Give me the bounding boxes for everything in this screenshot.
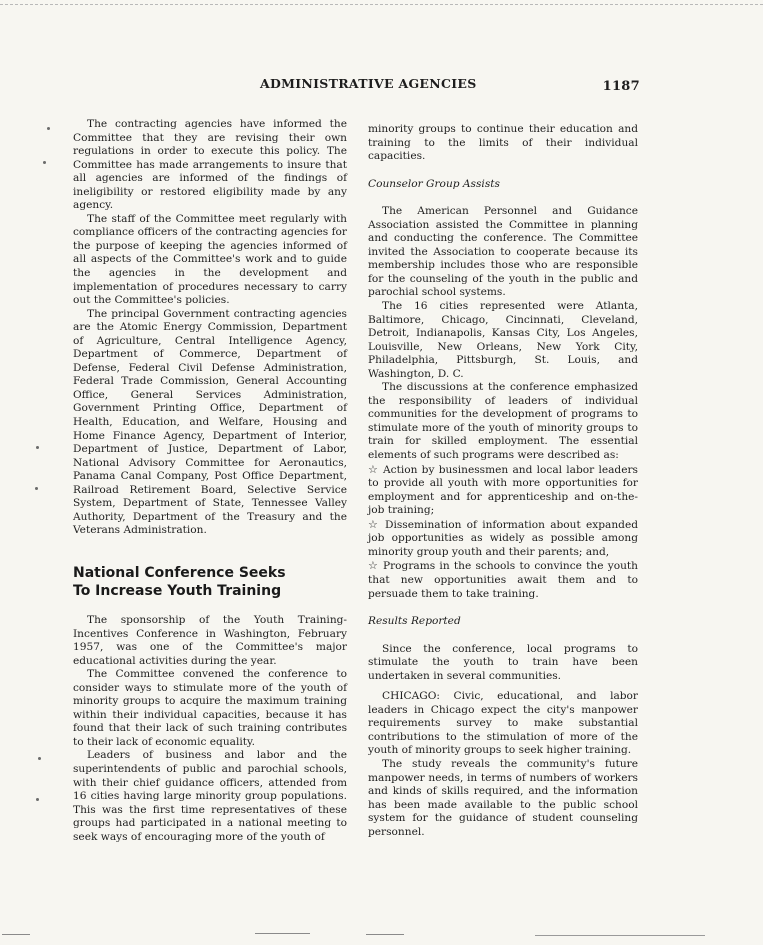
running-head-title: ADMINISTRATIVE AGENCIES: [260, 76, 477, 91]
section-heading-line2: To Increase Youth Training: [73, 582, 282, 599]
star-icon: ☆: [368, 517, 380, 531]
paragraph: The study reveals the community's future manpower needs, in terms of numbers of workers and kinds of skills required, and the information has been made available to the public school system for the guidance of student counseling personnel.: [368, 757, 638, 838]
footer-rule: [535, 935, 705, 936]
margin-speck: [38, 757, 41, 760]
star-icon: ☆: [368, 462, 379, 476]
subheading-counselor: Counselor Group Assists: [368, 177, 500, 190]
footer-rule: [2, 934, 30, 935]
paragraph: Since the conference, local programs to stimulate the youth to train have been undertaken in several communities.: [368, 642, 638, 682]
page-number: 1187: [602, 79, 640, 94]
subheading-results: Results Reported: [368, 615, 461, 628]
paragraph: The discussions at the conference emphasized the responsibility of leaders of individual communities for the development of programs to stimulate more of the youth of minority groups to train for skilled employment. The essential elements of such programs were described as:: [368, 381, 638, 462]
margin-speck: [43, 161, 46, 164]
footer-rule: [255, 933, 310, 934]
paragraph: The staff of the Committee meet regularly with compliance officers of the contracting agencies for the purpose of keeping the agencies informed of all aspects of the Committee's work and to guide the agencies in the development and implementation of procedures necessary to carry out the Committee's policies.: [73, 212, 347, 307]
paragraph: The Committee convened the conference to consider ways to stimulate more of the youth of minority groups to acquire the maximum training within their individual capacities, because it has found that their lack of such training contributes to their lack of economic equality.: [73, 668, 347, 748]
margin-speck: [36, 446, 39, 449]
paragraph: CHICAGO: Civic, educational, and labor leaders in Chicago expect the city's manpower requirements survey to make substantial contributions to the stimulation of more of the youth of minority groups to seek higher training.: [368, 690, 638, 757]
paragraph: The sponsorship of the Youth Training-Incentives Conference in Washington, February 1957, was one of the Committee's major educational activities during the year.: [73, 613, 347, 667]
list-item: ☆ Dissemination of information about expanded job opportunities as widely as possible among minority group youth and their parents; and,: [368, 517, 638, 558]
paragraph: The American Personnel and Guidance Association assisted the Committee in planning and conducting the conference. The Committee invited the Association to cooperate because its membership includes those who are responsible for the counseling of the youth in the public and parochial school systems.: [368, 205, 638, 299]
margin-speck: [36, 798, 39, 801]
paragraph: The principal Government contracting agencies are the Atomic Energy Commission, Department of Agriculture, Central Intelligence Agency, Department of Commerce, Department of Defense, Federal Civil Defense Administration, Federal Trade Commission, General Accounting Office, General Services Administration, Government Printing Office, Department of Health, Education, and Welfare, Housing and Home Finance Agency, Department of Interior, Department of Justice, Department of Labor, National Advisory Committee for Aeronautics, Panama Canal Company, Post Office Department, Railroad Retirement Board, Selective Service System, Department of State, Tennessee Valley Authority, Department of the Treasury and the Veterans Administration.: [73, 307, 347, 537]
running-header: [260, 76, 640, 96]
footer-rule: [366, 934, 404, 935]
section-heading: [73, 564, 347, 600]
star-icon: ☆: [368, 559, 379, 573]
paragraph: The contracting agencies have informed the Committee that they are revising their own regulations in order to execute this policy. The Committee has made arrangements to insure that all agencies are informed of the findings of ineligibility or restored eligibility made by any agency.: [73, 118, 347, 212]
paragraph: The 16 cities represented were Atlanta, Baltimore, Chicago, Cincinnati, Cleveland, Detroit, Indianapolis, Kansas City, Los Angeles, Louisville, New Orleans, New York City, Philadelphia, Pittsburgh, St. Louis, and Washington, D. C.: [368, 300, 638, 380]
list-item: ☆ Action by businessmen and local labor leaders to provide all youth with more opportunities for employment and for apprenticeship and on-the-job training;: [368, 462, 638, 517]
left-column: [73, 118, 347, 844]
top-dashed-rule: [0, 4, 763, 5]
section-heading-line1: National Conference Seeks: [73, 564, 286, 581]
right-column: [368, 123, 638, 839]
margin-speck: [47, 127, 50, 130]
paragraph: minority groups to continue their education and training to the limits of their individual capacities.: [368, 123, 638, 163]
list-item: ☆ Programs in the schools to convince the youth that new opportunities await them and to persuade them to take training.: [368, 559, 638, 600]
margin-speck: [35, 487, 38, 490]
paragraph: Leaders of business and labor and the superintendents of public and parochial schools, with their chief guidance officers, attended from 16 cities having large minority group populations. This was the first time representatives of these groups had participated in a national meeting to seek ways of encouraging more of the youth of: [73, 749, 347, 843]
